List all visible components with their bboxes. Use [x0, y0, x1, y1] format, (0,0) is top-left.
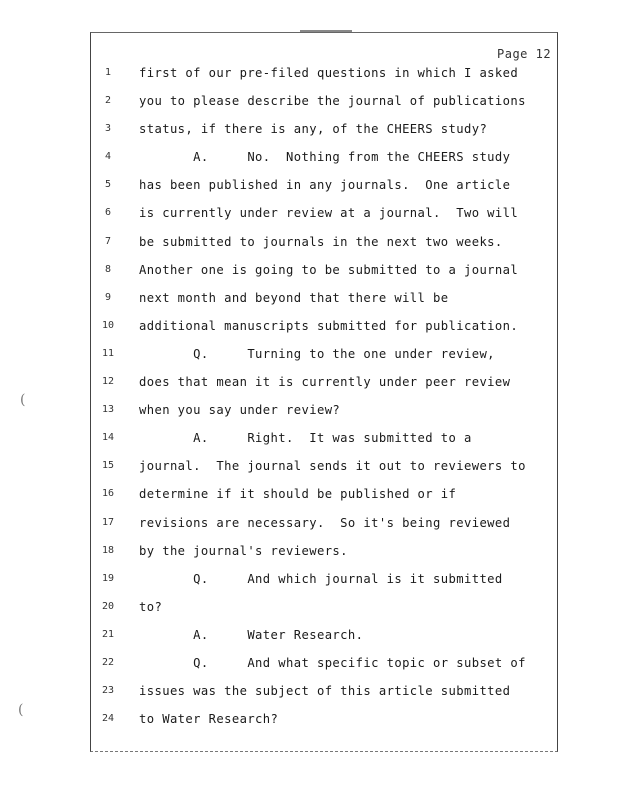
transcript-line [0, 542, 618, 570]
line-number: 23 [101, 685, 115, 697]
line-number: 5 [104, 179, 112, 191]
page-number: Page 12 [497, 47, 552, 61]
line-text: you to please describe the journal of publications [139, 94, 526, 109]
line-text: is currently under review at a journal. Two will [139, 206, 519, 221]
line-text: Q. And which journal is it submitted [139, 571, 503, 586]
line-text: A. Right. It was submitted to a [139, 431, 472, 446]
margin-mark: ( [18, 702, 24, 718]
line-number: 2 [104, 95, 112, 107]
transcript-line [0, 682, 618, 710]
line-number: 3 [104, 123, 112, 135]
line-number: 10 [101, 319, 115, 331]
line-text: Another one is going to be submitted to a journal [139, 262, 519, 277]
line-number: 11 [101, 347, 115, 359]
line-text: does that mean it is currently under peer review [139, 375, 511, 390]
line-number: 18 [101, 544, 115, 556]
line-text: Q. And what specific topic or subset of [139, 655, 526, 670]
line-number: 13 [101, 404, 115, 416]
line-number: 6 [104, 207, 112, 219]
line-number: 8 [104, 263, 112, 275]
transcript-line [0, 429, 618, 457]
transcript-line [0, 261, 618, 289]
line-number: 14 [101, 432, 115, 444]
transcript-body [0, 64, 618, 738]
transcript-line [0, 710, 618, 738]
line-text: has been published in any journals. One article [139, 178, 511, 193]
transcript-line [0, 514, 618, 542]
line-text: A. No. Nothing from the CHEERS study [139, 150, 511, 165]
line-text: to? [139, 599, 163, 614]
line-text: next month and beyond that there will be [139, 290, 449, 305]
line-text: status, if there is any, of the CHEERS study? [139, 122, 488, 137]
line-text: when you say under review? [139, 403, 341, 418]
line-text: first of our pre-filed questions in which I asked [139, 66, 519, 80]
line-text: journal. The journal sends it out to reviewers to [139, 459, 526, 474]
transcript-line [0, 148, 618, 176]
transcript-line [0, 401, 618, 429]
transcript-line [0, 373, 618, 401]
transcript-line [0, 345, 618, 373]
transcript-line [0, 120, 618, 148]
line-number: 9 [104, 291, 112, 303]
transcript-line [0, 654, 618, 682]
line-number: 20 [101, 600, 115, 612]
line-number: 15 [101, 460, 115, 472]
transcript-line [0, 457, 618, 485]
line-text: revisions are necessary. So it's being reviewed [139, 515, 511, 530]
line-text: additional manuscripts submitted for publication. [139, 318, 519, 333]
line-number: 21 [101, 628, 115, 640]
line-number: 7 [104, 235, 112, 247]
transcript-line [0, 598, 618, 626]
line-number: 12 [101, 376, 115, 388]
line-number: 4 [104, 151, 112, 163]
line-text: by the journal's reviewers. [139, 543, 348, 558]
line-number: 17 [101, 516, 115, 528]
transcript-line [0, 64, 618, 92]
line-number: 24 [101, 713, 115, 725]
transcript-line [0, 92, 618, 120]
line-number: 1 [104, 67, 112, 78]
transcript-line [0, 176, 618, 204]
transcript-line [0, 626, 618, 654]
line-text: A. Water Research. [139, 627, 364, 642]
transcript-line [0, 485, 618, 513]
line-number: 22 [101, 656, 115, 668]
line-text: determine if it should be published or if [139, 487, 457, 502]
line-number: 19 [101, 572, 115, 584]
margin-mark: ( [20, 392, 26, 408]
transcript-line [0, 289, 618, 317]
line-text: issues was the subject of this article submitted [139, 684, 511, 699]
line-text: to Water Research? [139, 712, 279, 727]
transcript-line [0, 233, 618, 261]
transcript-line [0, 204, 618, 232]
line-text: be submitted to journals in the next two weeks. [139, 234, 503, 249]
line-number: 16 [101, 488, 115, 500]
transcript-line [0, 570, 618, 598]
transcript-line [0, 317, 618, 345]
line-text: Q. Turning to the one under review, [139, 346, 495, 361]
